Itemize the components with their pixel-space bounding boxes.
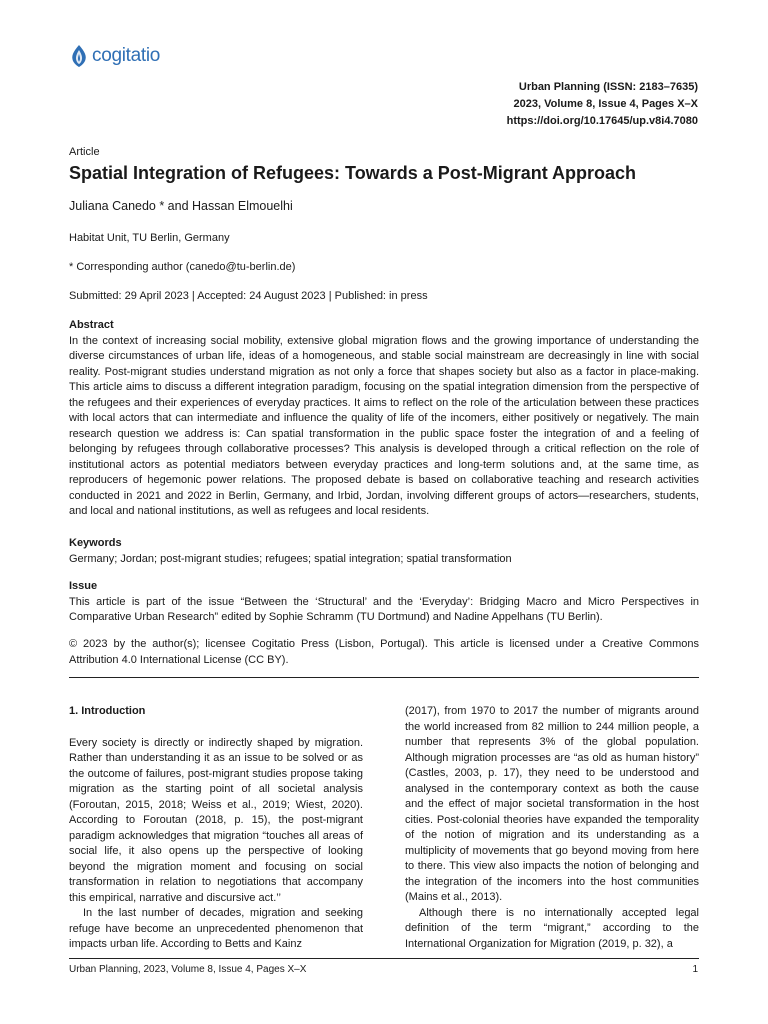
footer-divider: [69, 958, 699, 959]
keywords-text: Germany; Jordan; post-migrant studies; refugees; spatial integration; spatial transformation: [69, 552, 512, 565]
article-type-label: Article: [69, 146, 100, 158]
abstract-heading: Abstract: [69, 319, 114, 331]
cogitatio-logo[interactable]: [69, 44, 160, 68]
body-column-right: [405, 704, 699, 952]
footer-citation: Urban Planning, 2023, Volume 8, Issue 4, Pages X–X: [69, 964, 307, 975]
journal-issn: Urban Planning (ISSN: 2183–7635): [518, 81, 698, 93]
journal-volume: 2023, Volume 8, Issue 4, Pages X–X: [513, 98, 698, 110]
body-paragraph: Every society is directly or indirectly shaped by migration. Rather than understanding it as an issue to be solved or as the outcome of failures, post-migrant studies propose taking migration as the starting point of all societal analysis (Foroutan, 2015, 2018; Weiss et al., 2019; Wiest, 2020). According to Foroutan (2018, p. 15), the post-migrant paradigm acknowledges that migration “touches all areas of social life, it also opens up the perspective of looking beyond the migration moment and focusing on social transformation in relation to negotiations that accompany this empirical, narrative and discursive act.’’: [69, 736, 363, 904]
abstract-section: [69, 318, 699, 520]
introduction-heading: 1. Introduction: [69, 705, 146, 717]
cogitatio-logo-icon: [69, 44, 89, 68]
issue-section: [69, 579, 699, 626]
doi-link[interactable]: https://doi.org/10.17645/up.v8i4.7080: [506, 115, 698, 127]
body-column-left: [69, 704, 363, 953]
abstract-text: In the context of increasing social mobility, extensive global migration flows and the growing importance of understanding the diverse circumstances of urban life, ideas of a homogeneous, and stable social mainstream are decreasingly in line with social reality. Post-migrant studies understand migration as not only a force that shapes society but also as a factor in place-making. This article aims to discuss a different integration paradigm, focusing on the spatial integration dimension from the perspective of the refugees and their experiences of everyday practices. It aims to reflect on the role of the articulation between these practices with local actors that can intermediate and influence the quality of life of the incomers, either positively or negatively. The main research question we address is: Can spatial transformation in the public space foster the integration of and a feeling of belonging by refugees through collaborative processes? This analysis is developed through a critical reflection on the role of institutional actors as potential mediators between everyday practices and long-term solutions and, at the same time, as reproducers of hegemonic power relations. The proposed debate is based on collaborative teaching and research activities conducted in 2021 and 2022 in Berlin, Germany, and Irbid, Jordan, involving different groups of actors—researchers, students, and local and national institutions, as well as refugees and local residents.: [69, 334, 699, 517]
license-notice: © 2023 by the author(s); licensee Cogitatio Press (Lisbon, Portugal). This article is licensed under a Creative Commons Attribution 4.0 International License (CC BY).: [69, 638, 699, 666]
submission-dates: Submitted: 29 April 2023 | Accepted: 24 August 2023 | Published: in press: [69, 290, 428, 302]
body-paragraph: Although there is no internationally accepted legal definition of the term “migrant,” according to the International Organization for Migration (2019, p. 32), a: [405, 906, 699, 950]
body-paragraph: (2017), from 1970 to 2017 the number of migrants around the world increased from 82 million to 244 million people, a number that represents 3% of the global population. Although migration processes are “as old as human history” (Castles, 2003, p. 17), they need to be understood and analysed in the contemporary context as both the cause and the effect of major societal transformation in the host cities. Post-colonial theories have expanded the temporality of the notion of migration and its understanding as a multiplicity of movements that go beyond moving from here to there. This view also impacts the notion of belonging and the integration of the incomers into the host communities (Mains et al., 2013).: [405, 705, 699, 903]
logo-text: cogitatio: [92, 45, 161, 66]
journal-info: [507, 79, 698, 130]
corresponding-author: * Corresponding author (canedo@tu-berlin.de): [69, 261, 296, 273]
authors: Juliana Canedo * and Hassan Elmouelhi: [69, 199, 293, 213]
keywords-section: [69, 536, 699, 567]
issue-heading: Issue: [69, 580, 98, 592]
keywords-heading: Keywords: [69, 537, 122, 549]
issue-text: This article is part of the issue “Between the ‘Structural’ and the ‘Everyday’: Bridging Macro and Micro Perspectives in Comparative Urban Research” edited by Sophie Schramm (TU Dortmund) and Nadine Appelhans (TU Berlin).: [69, 595, 699, 623]
article-title: Spatial Integration of Refugees: Towards a Post-Migrant Approach: [69, 163, 637, 183]
page-number: 1: [692, 964, 698, 975]
body-paragraph: In the last number of decades, migration and seeking refuge have become an unprecedented phenomenon that impacts urban life. According to Betts and Kainz: [69, 907, 363, 950]
affiliation: Habitat Unit, TU Berlin, Germany: [69, 232, 230, 244]
section-divider: [69, 677, 699, 678]
